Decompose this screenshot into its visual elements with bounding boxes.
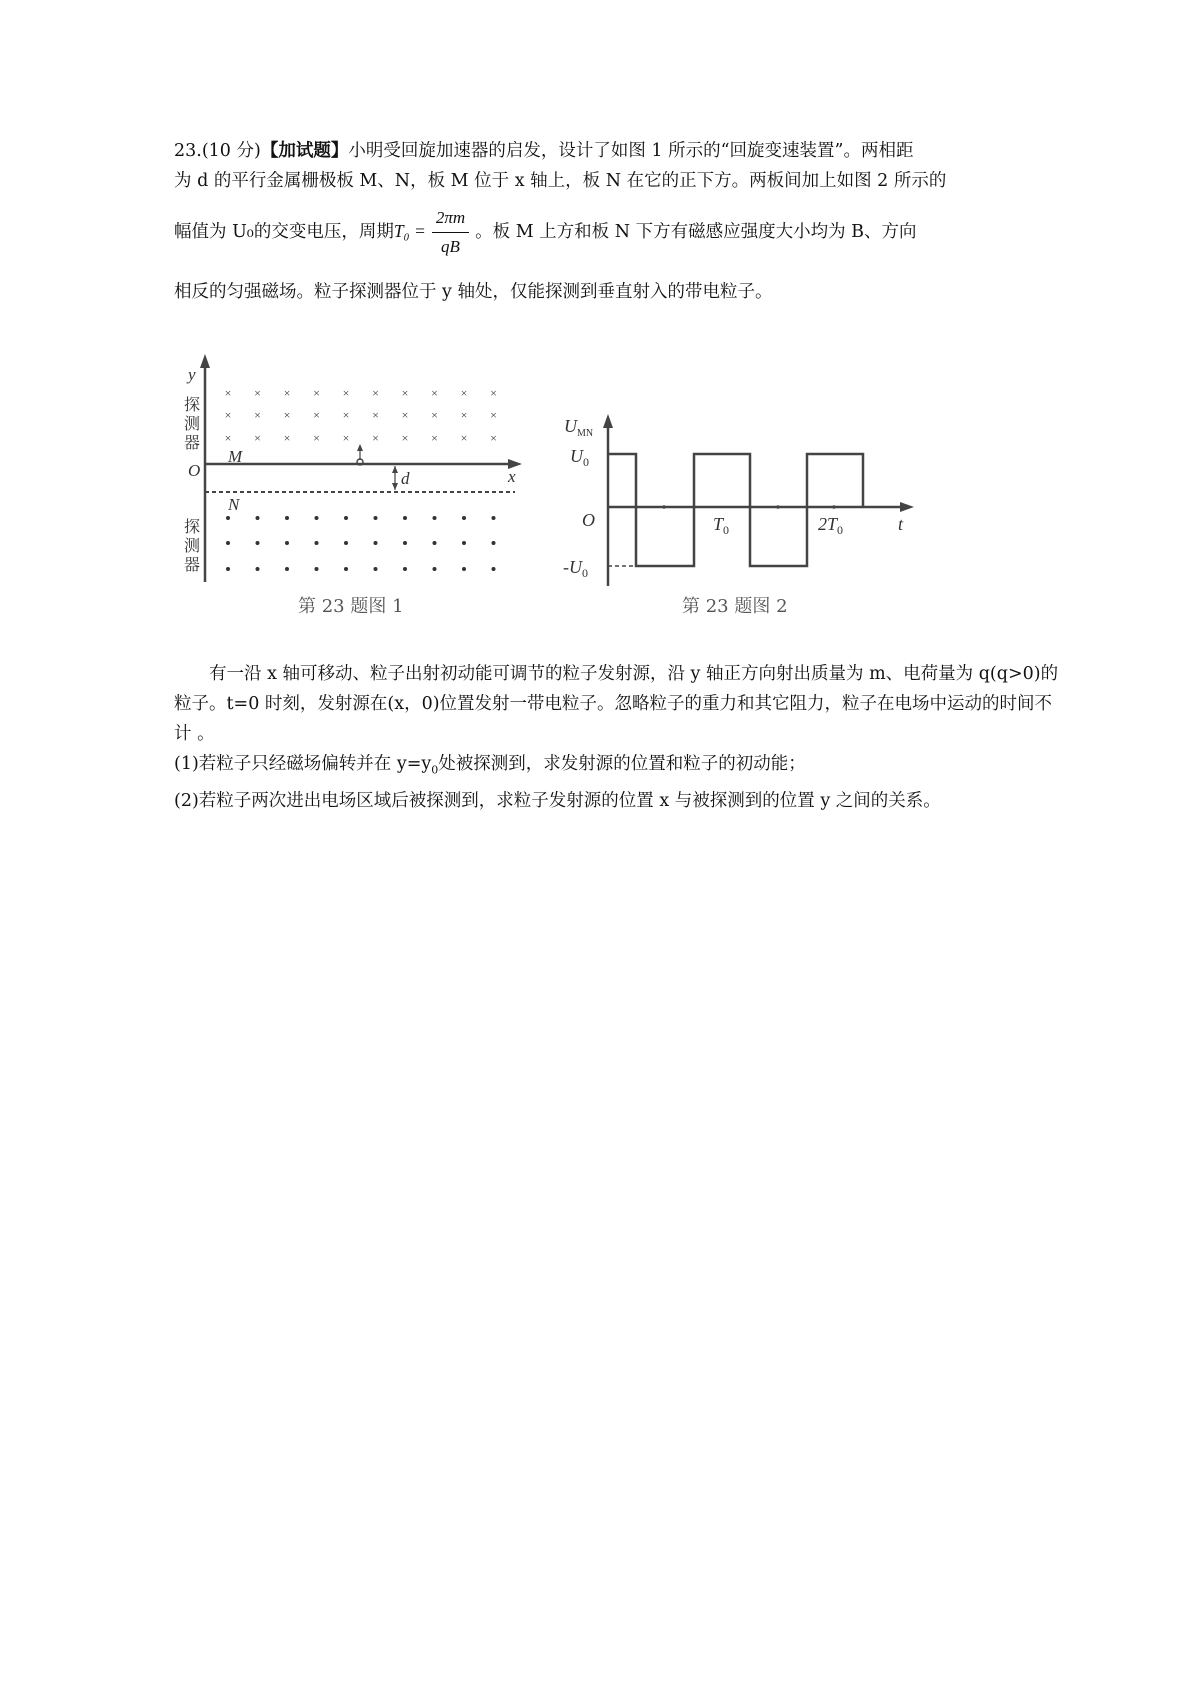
fig1-label-x: x	[508, 467, 516, 486]
intro-line-1-text: 小明受回旋加速器的启发，设计了如图 1 所示的“回旋变速装置”。两相距	[348, 141, 914, 161]
question-1: (1)若粒子只经磁场偏转并在 $y=y_0$处被探测到，求发射源的位置和粒子的初动能；	[174, 754, 806, 777]
problem-paragraph: 有一沿 x 轴可移动、粒子出射初动能可调节的粒子发射源，沿 y 轴正方向射出质量为 m、电荷量为 q(q>0)的粒子。t=0 时刻，发射源在(x，0)位置发射一带电粒子。忽略粒子的重力和其它阻力，粒子在电场中运动的时间不计 。	[174, 664, 1059, 744]
field-dot-mark	[433, 516, 437, 520]
field-dot-mark	[433, 541, 437, 545]
field-cross-mark: ×	[283, 431, 291, 445]
intro-line-1	[174, 140, 913, 162]
field-cross-mark: ×	[372, 408, 379, 422]
field-dot-mark	[315, 516, 319, 520]
fig2-label-o: O	[582, 510, 595, 530]
period-fraction	[432, 207, 469, 258]
field-dot-mark	[285, 516, 289, 520]
field-dot-mark	[285, 567, 289, 571]
fig2-label-2t0: $2T_0$	[818, 514, 844, 537]
field-cross-mark: ×	[313, 431, 320, 445]
field-dot-mark	[256, 516, 260, 520]
field-cross-mark: ×	[283, 386, 291, 400]
fig2-label-neg-u0: $-U_0$	[563, 557, 588, 580]
field-dot-mark	[344, 567, 348, 571]
intro-line-3a: 幅值为 U₀的交变电压，周期	[174, 222, 394, 242]
fig1-label-n: N	[228, 495, 240, 514]
field-cross-mark: ×	[460, 408, 468, 422]
field-cross-mark: ×	[431, 408, 438, 422]
field-cross-mark: ×	[224, 386, 232, 400]
figure-1-caption: 第 23 题图 1	[298, 596, 404, 617]
intro-line-2: 为 d 的平行金属栅极板 M、N，板 M 位于 x 轴上，板 N 在它的正下方。两板间加上如图 2 所示的	[174, 171, 947, 191]
fig1-detector-bottom-2: 测	[184, 538, 201, 555]
field-cross-mark: ×	[490, 386, 497, 400]
field-cross-mark: ×	[313, 408, 320, 422]
field-dot-mark	[226, 541, 230, 545]
figure-2-waveform	[560, 410, 930, 590]
field-cross-mark: ×	[254, 386, 261, 400]
intro-line-4: 相反的匀强磁场。粒子探测器位于 y 轴处，仅能探测到垂直射入的带电粒子。	[174, 282, 773, 302]
field-cross-mark: ×	[283, 408, 291, 422]
field-cross-mark: ×	[342, 431, 350, 445]
fraction-numerator: 2πm	[432, 207, 469, 233]
field-cross-mark: ×	[224, 431, 232, 445]
question-tag: 【加试题】	[260, 141, 349, 161]
field-cross-mark: ×	[401, 408, 409, 422]
field-dot-mark	[315, 541, 319, 545]
field-cross-mark: ×	[460, 431, 468, 445]
fig1-field-into-page	[225, 386, 497, 445]
question-2: (2)若粒子两次进出电场区域后被探测到，求粒子发射源的位置 x 与被探测到的位置 y 之间的关系。	[174, 790, 941, 811]
field-cross-mark: ×	[460, 386, 468, 400]
field-cross-mark: ×	[490, 431, 497, 445]
fig1-label-m: M	[228, 447, 243, 466]
field-dot-mark	[433, 567, 437, 571]
field-dot-mark	[256, 567, 260, 571]
field-cross-mark: ×	[342, 386, 350, 400]
field-dot-mark	[462, 516, 466, 520]
field-cross-mark: ×	[431, 431, 438, 445]
fig2-label-t: t	[898, 514, 904, 534]
intro-line-3	[174, 207, 917, 258]
field-dot-mark	[285, 541, 289, 545]
fig1-label-o: O	[188, 461, 201, 480]
field-cross-mark: ×	[372, 386, 379, 400]
field-dot-mark	[226, 516, 230, 520]
period-symbol: T₀ =	[393, 221, 426, 241]
fig1-detector-top-3: 器	[184, 435, 201, 452]
fig1-detector-top-1: 探	[184, 397, 201, 414]
field-dot-mark	[462, 567, 466, 571]
field-cross-mark: ×	[372, 431, 379, 445]
field-dot-mark	[403, 516, 407, 520]
fig1-field-out-of-page	[226, 516, 496, 571]
field-dot-mark	[226, 567, 230, 571]
fig1-detector-top-2: 测	[184, 416, 201, 433]
field-dot-mark	[492, 567, 496, 571]
field-cross-mark: ×	[431, 386, 438, 400]
field-cross-mark: ×	[342, 408, 350, 422]
question-number: 23.(10 分)	[174, 141, 261, 161]
fig1-label-y: y	[188, 365, 196, 384]
field-dot-mark	[374, 567, 378, 571]
field-dot-mark	[374, 541, 378, 545]
field-cross-mark: ×	[401, 431, 409, 445]
field-cross-mark: ×	[401, 386, 409, 400]
field-dot-mark	[315, 567, 319, 571]
field-dot-mark	[344, 516, 348, 520]
problem-body	[174, 659, 1064, 816]
intro-line-3b: 。板 M 上方和板 N 下方有磁感应强度大小均为 B、方向	[475, 222, 917, 242]
field-cross-mark: ×	[490, 408, 497, 422]
figure-1-diagram	[170, 350, 540, 595]
fig2-label-t0: $T_0$	[713, 514, 730, 537]
field-cross-mark: ×	[254, 431, 261, 445]
field-dot-mark	[374, 516, 378, 520]
field-dot-mark	[403, 567, 407, 571]
fig1-detector-bottom-3: 器	[184, 557, 201, 574]
field-dot-mark	[492, 541, 496, 545]
fig2-label-umn: $U_{MN}$	[564, 416, 594, 439]
fig1-detector-bottom-1: 探	[184, 519, 201, 536]
field-cross-mark: ×	[224, 408, 232, 422]
figure-2-caption: 第 23 题图 2	[682, 596, 788, 617]
field-dot-mark	[462, 541, 466, 545]
field-dot-mark	[256, 541, 260, 545]
field-dot-mark	[403, 541, 407, 545]
fraction-denominator: qB	[441, 237, 460, 256]
field-dot-mark	[344, 541, 348, 545]
field-dot-mark	[492, 516, 496, 520]
fig2-label-u0: $U_0$	[570, 446, 589, 469]
field-cross-mark: ×	[254, 408, 261, 422]
fig1-label-d: d	[401, 469, 410, 488]
field-cross-mark: ×	[313, 386, 320, 400]
